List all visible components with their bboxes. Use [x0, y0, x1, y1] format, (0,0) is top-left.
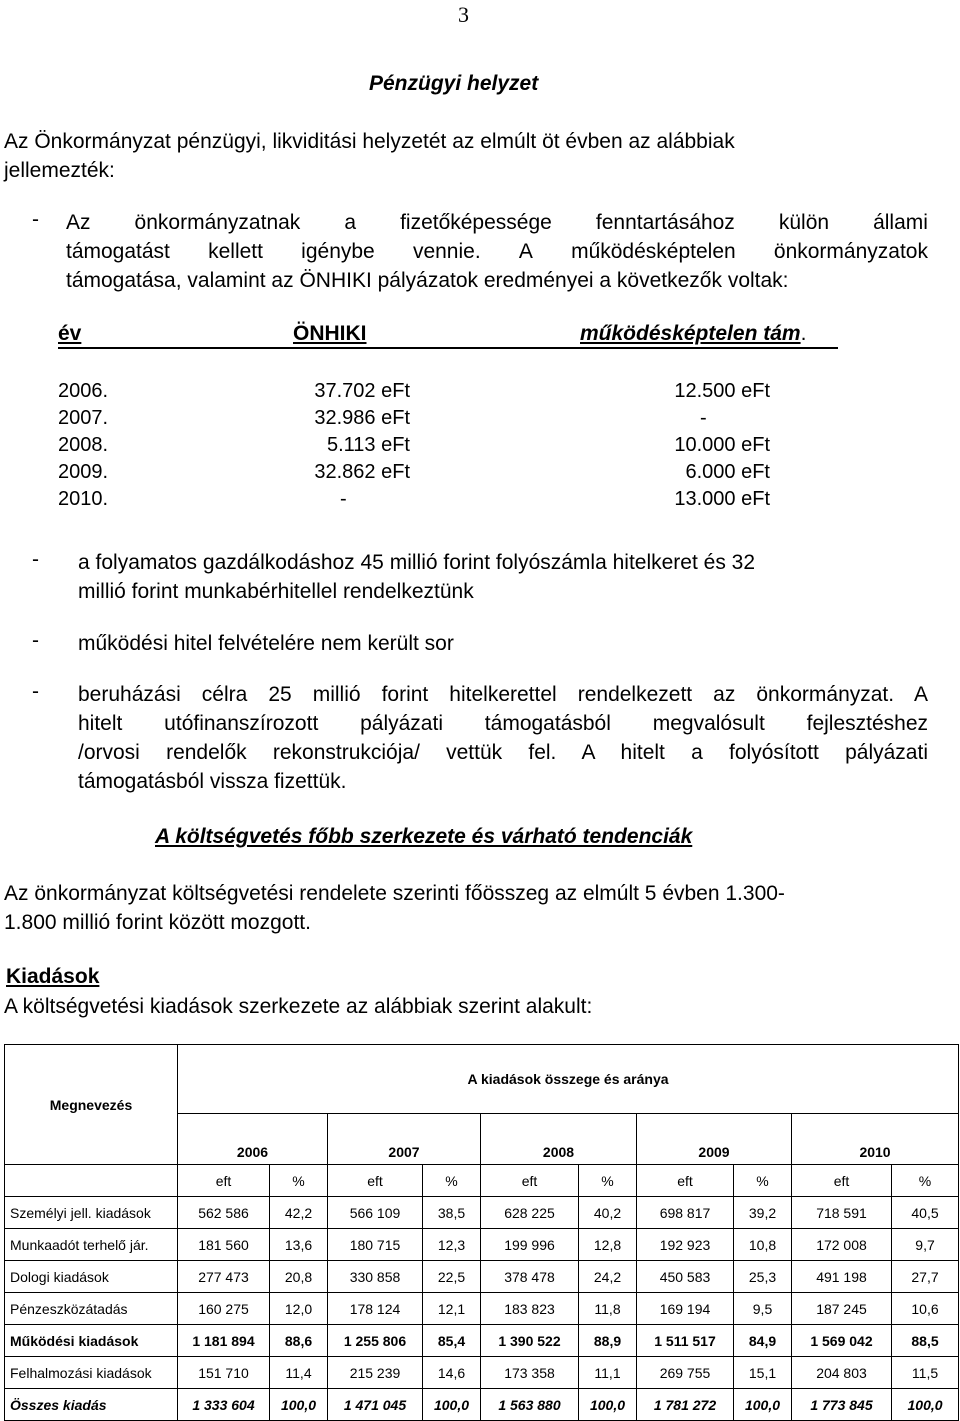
header-kiadasok-osszege: A kiadások összege és aránya [178, 1045, 959, 1114]
header-mukodeskeptelen [580, 322, 806, 346]
eft-cell: 215 239 [328, 1357, 423, 1389]
row-label: Összes kiadás [5, 1389, 178, 1421]
word: fizetőképessége [400, 211, 552, 234]
eft-cell: 192 923 [637, 1229, 734, 1261]
pct-cell: 12,1 [423, 1293, 481, 1325]
word: működésképtelen [571, 240, 736, 263]
word: kellett [208, 240, 263, 263]
table-row [5, 1229, 959, 1261]
section-title-penzugyi: Pénzügyi helyzet [369, 72, 539, 95]
eft-cell: 180 715 [328, 1229, 423, 1261]
pct-cell: 25,3 [734, 1261, 792, 1293]
pct-cell: 100,0 [270, 1389, 328, 1421]
pct-cell: 42,2 [270, 1197, 328, 1229]
row-label: Működési kiadások [5, 1325, 178, 1357]
pct-cell: 100,0 [423, 1389, 481, 1421]
row-label: Pénzeszközátadás [5, 1293, 178, 1325]
eft-cell: 187 245 [792, 1293, 892, 1325]
mukodes-cell: 10.000 eFt [674, 434, 770, 456]
eft-cell: 181 560 [178, 1229, 270, 1261]
pct-cell: 88,6 [270, 1325, 328, 1357]
eft-cell: 1 563 880 [481, 1389, 579, 1421]
pct-cell: 10,6 [892, 1293, 959, 1325]
kiadasok-title: Kiadások [6, 965, 100, 988]
eft-cell: 1 781 272 [637, 1389, 734, 1421]
year-header: 2006 [178, 1113, 328, 1164]
unit-eft: eft [328, 1165, 423, 1197]
eft-cell: 172 008 [792, 1229, 892, 1261]
pct-cell: 40,5 [892, 1197, 959, 1229]
year-cell: 2006. [58, 380, 109, 402]
word: vennie. [412, 240, 481, 263]
eft-cell: 151 710 [178, 1357, 270, 1389]
mukodes-cell: 6.000 eFt [685, 461, 770, 483]
onhiki-cell: 32.986 eFt [314, 407, 410, 429]
pct-cell: 100,0 [892, 1389, 959, 1421]
bullet4-line-4: támogatásból vissza fizettük. [78, 770, 347, 793]
year-header: 2010 [792, 1113, 959, 1164]
word: külön [778, 211, 830, 234]
pct-cell: 12,0 [270, 1293, 328, 1325]
onhiki-cell: 32.862 eFt [314, 461, 410, 483]
eft-cell: 562 586 [178, 1197, 270, 1229]
word: állami [873, 211, 928, 234]
table-row [5, 1261, 959, 1293]
year-cell: 2009. [58, 461, 109, 483]
bullet4-line-3: /orvosi rendelők rekonstrukciója/ vettük fel. A hitelt a folyósított pályázati [78, 741, 928, 764]
unit-eft: eft [792, 1165, 892, 1197]
eft-cell: 566 109 [328, 1197, 423, 1229]
pct-cell: 84,9 [734, 1325, 792, 1357]
bullet4-line-1: beruházási célra 25 millió forint hitelkerettel rendelkezett az önkormányzat. A [78, 683, 928, 706]
word: Az [66, 211, 91, 234]
expense-table [4, 1044, 959, 1421]
bullet-dash: - [32, 680, 39, 703]
section-title-koltsegvetes: A költségvetés főbb szerkezete és várható tendenciák [155, 825, 693, 848]
table-row [5, 1197, 959, 1229]
unit-pct: % [892, 1165, 959, 1197]
eft-cell: 169 194 [637, 1293, 734, 1325]
pct-cell: 14,6 [423, 1357, 481, 1389]
eft-cell: 378 478 [481, 1261, 579, 1293]
eft-cell: 1 390 522 [481, 1325, 579, 1357]
row-label: Személyi jell. kiadások [5, 1197, 178, 1229]
pct-cell: 11,5 [892, 1357, 959, 1389]
bullet1-line-2 [66, 237, 928, 266]
pct-cell: 11,8 [579, 1293, 637, 1325]
pct-cell: 85,4 [423, 1325, 481, 1357]
word: önkormányzatok [773, 240, 928, 263]
onhiki-cell: 5.113 eFt [326, 434, 410, 456]
bullet4-line-2: hitelt utófinanszírozott pályázati támogatásból megvalósult fejlesztéshez [78, 712, 928, 735]
mukodes-cell: 13.000 eFt [674, 488, 770, 510]
header-dot: . [800, 322, 807, 345]
year-header: 2007 [328, 1113, 481, 1164]
bullet-dash: - [32, 208, 39, 231]
eft-cell: 491 198 [792, 1261, 892, 1293]
eft-cell: 199 996 [481, 1229, 579, 1261]
eft-cell: 1 773 845 [792, 1389, 892, 1421]
eft-cell: 178 124 [328, 1293, 423, 1325]
eft-cell: 183 823 [481, 1293, 579, 1325]
header-megnevezes: Megnevezés [5, 1045, 178, 1165]
eft-cell: 450 583 [637, 1261, 734, 1293]
word: fenntartásához [595, 211, 735, 234]
intro-line-2: jellemezték: [4, 159, 115, 182]
year-header: 2009 [637, 1113, 792, 1164]
pct-cell: 40,2 [579, 1197, 637, 1229]
unit-eft: eft [637, 1165, 734, 1197]
eft-cell: 330 858 [328, 1261, 423, 1293]
eft-cell: 628 225 [481, 1197, 579, 1229]
header-ev: év [58, 322, 82, 345]
expense-table-body [5, 1197, 959, 1421]
unit-pct: % [734, 1165, 792, 1197]
eft-cell: 1 511 517 [637, 1325, 734, 1357]
pct-cell: 13,6 [270, 1229, 328, 1261]
eft-cell: 1 255 806 [328, 1325, 423, 1357]
page-number: 3 [458, 2, 469, 27]
budget-text-line-2: 1.800 millió forint között mozgott. [4, 911, 311, 934]
pct-cell: 24,2 [579, 1261, 637, 1293]
eft-cell: 160 275 [178, 1293, 270, 1325]
onhiki-cell: 37.702 eFt [314, 380, 410, 402]
year-cell: 2007. [58, 407, 109, 429]
word: támogatást [66, 240, 170, 263]
pct-cell: 38,5 [423, 1197, 481, 1229]
word: igénybe [301, 240, 375, 263]
unit-pct: % [270, 1165, 328, 1197]
pct-cell: 88,9 [579, 1325, 637, 1357]
word: önkormányzatnak [134, 211, 301, 234]
year-header: 2008 [481, 1113, 637, 1164]
mukodes-cell: - [700, 407, 707, 429]
budget-text-line-1: Az önkormányzat költségvetési rendelete szerinti főösszeg az elmúlt 5 évben 1.300- [4, 882, 785, 905]
pct-cell: 88,5 [892, 1325, 959, 1357]
eft-cell: 1 569 042 [792, 1325, 892, 1357]
onhiki-cell: - [340, 488, 347, 510]
word: a [344, 211, 357, 234]
eft-cell: 698 817 [637, 1197, 734, 1229]
bullet1-line-3: támogatása, valamint az ÖNHIKI pályázatok eredményei a következők voltak: [66, 269, 789, 292]
pct-cell: 12,3 [423, 1229, 481, 1261]
bullet2-line-2: millió forint munkabérhitellel rendelkeztünk [78, 580, 474, 603]
header-onhiki: ÖNHIKI [293, 322, 367, 345]
pct-cell: 11,4 [270, 1357, 328, 1389]
eft-cell: 173 358 [481, 1357, 579, 1389]
word: A [518, 240, 533, 263]
eft-cell: 269 755 [637, 1357, 734, 1389]
mukodes-cell: 12.500 eFt [674, 380, 770, 402]
pct-cell: 10,8 [734, 1229, 792, 1261]
pct-cell: 100,0 [734, 1389, 792, 1421]
pct-cell: 12,8 [579, 1229, 637, 1261]
header-mukodeskeptelen-text: működésképtelen tám [580, 322, 801, 345]
kiadasok-intro: A költségvetési kiadások szerkezete az alábbiak szerint alakult: [4, 995, 593, 1018]
year-cell: 2010. [58, 488, 109, 510]
pct-cell: 100,0 [579, 1389, 637, 1421]
pct-cell: 20,8 [270, 1261, 328, 1293]
eft-cell: 1 333 604 [178, 1389, 270, 1421]
bullet1-line-1 [66, 208, 928, 237]
bullet-dash: - [32, 629, 39, 652]
table-row [5, 1325, 959, 1357]
year-cell: 2008. [58, 434, 109, 456]
unit-empty-cell [5, 1165, 178, 1197]
header-underline [58, 347, 838, 349]
row-label: Dologi kiadások [5, 1261, 178, 1293]
table-row [5, 1357, 959, 1389]
pct-cell: 15,1 [734, 1357, 792, 1389]
bullet-dash: - [32, 548, 39, 571]
row-label: Felhalmozási kiadások [5, 1357, 178, 1389]
bullet2-line-1: a folyamatos gazdálkodáshoz 45 millió forint folyószámla hitelkeret és 32 [78, 551, 756, 574]
eft-cell: 1 471 045 [328, 1389, 423, 1421]
pct-cell: 22,5 [423, 1261, 481, 1293]
table-row [5, 1389, 959, 1421]
pct-cell: 9,7 [892, 1229, 959, 1261]
intro-line-1: Az Önkormányzat pénzügyi, likviditási helyzetét az elmúlt öt évben az alábbiak [4, 130, 735, 153]
bullet3-text: működési hitel felvételére nem került sor [78, 632, 454, 655]
unit-eft: eft [178, 1165, 270, 1197]
unit-pct: % [579, 1165, 637, 1197]
unit-pct: % [423, 1165, 481, 1197]
table-row [5, 1293, 959, 1325]
eft-cell: 277 473 [178, 1261, 270, 1293]
pct-cell: 9,5 [734, 1293, 792, 1325]
eft-cell: 204 803 [792, 1357, 892, 1389]
eft-cell: 1 181 894 [178, 1325, 270, 1357]
eft-cell: 718 591 [792, 1197, 892, 1229]
row-label: Munkaadót terhelő jár. [5, 1229, 178, 1261]
pct-cell: 39,2 [734, 1197, 792, 1229]
pct-cell: 11,1 [579, 1357, 637, 1389]
unit-eft: eft [481, 1165, 579, 1197]
pct-cell: 27,7 [892, 1261, 959, 1293]
